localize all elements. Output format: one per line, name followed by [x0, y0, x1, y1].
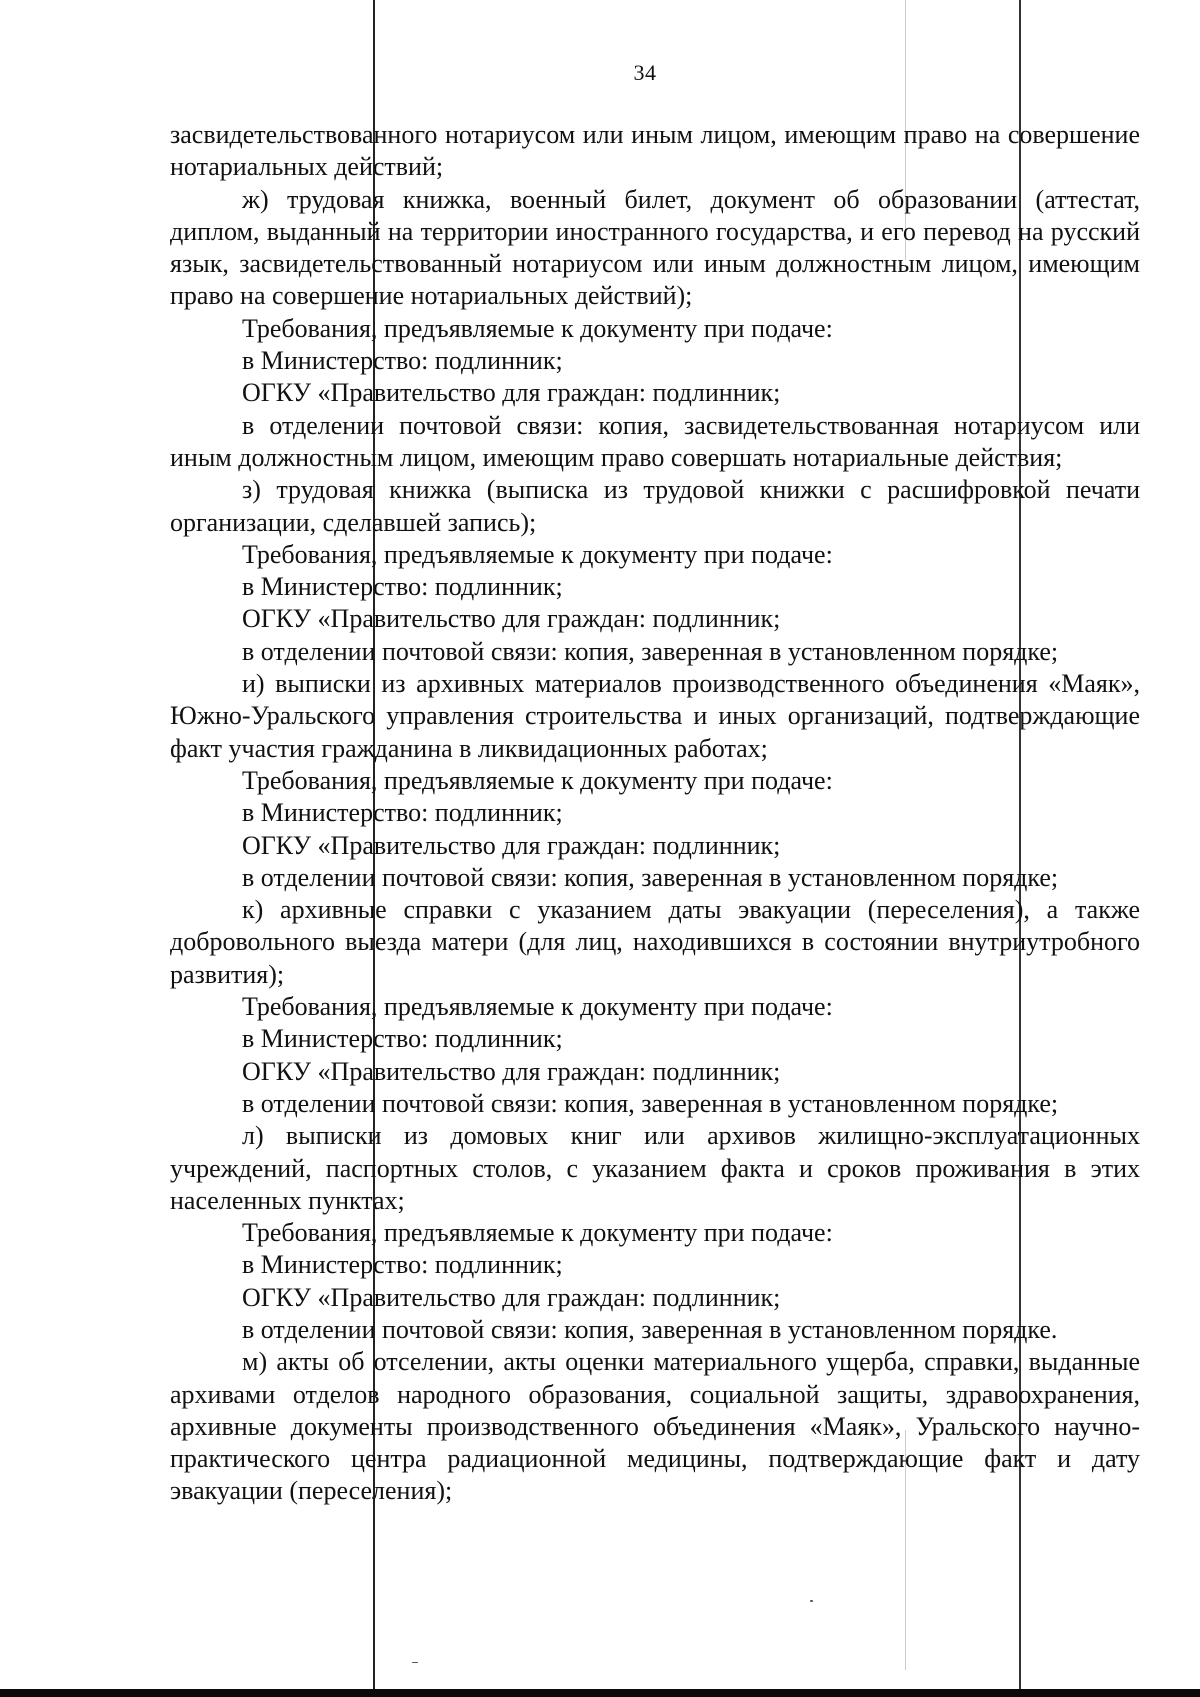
scan-speck	[810, 1600, 813, 1602]
paragraph: засвидетельствованного нотариусом или иным лицом, имеющим право на совершение нотариальных действий;	[170, 120, 1140, 182]
scan-bottom-edge	[0, 1689, 1200, 1697]
paragraph: ОГКУ «Правительство для граждан: подлинник;	[242, 1056, 781, 1086]
paragraph: ОГКУ «Правительство для граждан: подлинник;	[242, 604, 781, 634]
document-body	[170, 119, 1140, 1508]
paragraph: в отделении почтовой связи: копия, заверенная в установленном порядке.	[242, 1314, 1058, 1344]
paragraph: ОГКУ «Правительство для граждан: подлинник;	[242, 378, 781, 408]
paragraph: Требования, предъявляемые к документу при подаче:	[242, 313, 833, 343]
paragraph: Требования, предъявляемые к документу при подаче:	[242, 1218, 833, 1248]
paragraph: з) трудовая книжка (выписка из трудовой книжки с расшифровкой печати организации, сделавшей запись);	[170, 475, 1140, 537]
paragraph: л) выписки из домовых книг или архивов жилищно-эксплуатационных учреждений, паспортных столов, с указанием факта и сроков проживания в этих населенных пунктах;	[170, 1121, 1140, 1215]
paragraph: ОГКУ «Правительство для граждан: подлинник;	[242, 830, 781, 860]
paragraph: к) архивные справки с указанием даты эвакуации (переселения), а также добровольного выезда матери (для лиц, находившихся в состоянии внутриутробного развития);	[170, 895, 1140, 989]
paragraph: в отделении почтовой связи: копия, заверенная в установленном порядке;	[242, 636, 1059, 666]
paragraph: ж) трудовая книжка, военный билет, документ об образовании (аттестат, диплом, выданный на территории иностранного государства, и его перевод на русский язык, засвидетельствованный нотариусом или иным должностным лицом, имеющим право на совершение нотариальных действий);	[170, 184, 1140, 311]
paragraph: и) выписки из архивных материалов производственного объединения «Маяк», Южно-Уральского управления строительства и иных организаций, подтверждающие факт участия гражданина в ликвидационных работах;	[170, 669, 1140, 763]
paragraph: Требования, предъявляемые к документу при подаче:	[242, 992, 833, 1022]
paragraph: в отделении почтовой связи: копия, засвидетельствованная нотариусом или иным должностным лицом, имеющим право совершать нотариальные действия;	[170, 410, 1140, 472]
scan-speck	[412, 1662, 418, 1663]
paragraph: м) акты об отселении, акты оценки материального ущерба, справки, выданные архивами отделов народного образования, социальной защиты, здравоохранения, архивные документы производственного объединения «Маяк», Уральского научно-практического центра радиационной медицины, подтверждающие факт и дату эвакуации (переселения);	[170, 1347, 1140, 1506]
paragraph: Требования, предъявляемые к документу при подаче:	[242, 539, 833, 569]
paragraph: в Министерство: подлинник;	[242, 1250, 563, 1280]
paragraph: в Министерство: подлинник;	[242, 798, 563, 828]
paragraph: в отделении почтовой связи: копия, заверенная в установленном порядке;	[242, 1088, 1059, 1118]
page-number: 34	[633, 60, 657, 85]
paragraph: в отделении почтовой связи: копия, заверенная в установленном порядке;	[242, 862, 1059, 892]
paragraph: в Министерство: подлинник;	[242, 1024, 563, 1054]
paragraph: в Министерство: подлинник;	[242, 346, 563, 376]
paragraph: Требования, предъявляемые к документу при подаче:	[242, 765, 833, 795]
paragraph: ОГКУ «Правительство для граждан: подлинник;	[242, 1282, 781, 1312]
paragraph: в Министерство: подлинник;	[242, 572, 563, 602]
